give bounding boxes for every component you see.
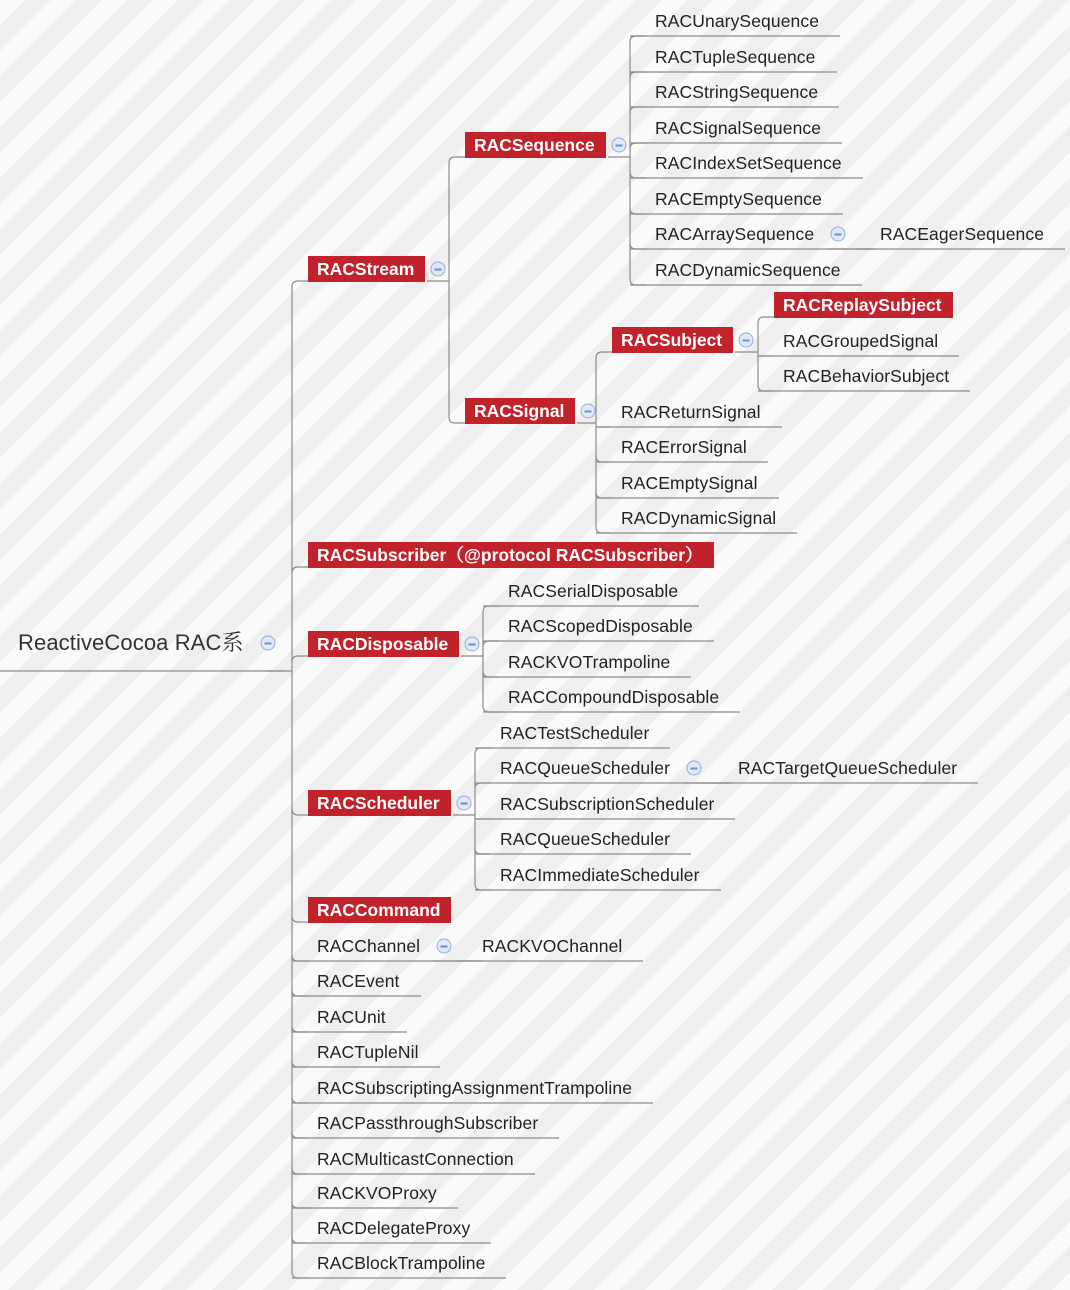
node-racmulticastconnection[interactable] <box>308 1146 525 1172</box>
branch-raccommand <box>292 916 308 922</box>
branch-ractestscheduler <box>475 748 491 754</box>
collapse-toggle-icon[interactable] <box>687 761 702 776</box>
node-racscheduler[interactable] <box>308 790 451 816</box>
node-racarraysequence[interactable] <box>646 221 825 247</box>
branch-racscheduler <box>292 809 308 815</box>
node-racpassthroughsubscriber[interactable] <box>308 1110 549 1136</box>
node-label: RACReplaySubject <box>783 295 942 315</box>
node-label: RACSubscriptionScheduler <box>500 794 715 814</box>
branch-racemptysequence <box>630 208 646 214</box>
node-label: ReactiveCocoa RAC系 <box>18 630 244 655</box>
node-label: RACSignal <box>474 401 565 421</box>
branch-racbehaviorsubject <box>758 385 774 391</box>
node-racstream[interactable] <box>308 256 425 282</box>
collapse-toggle-icon[interactable] <box>431 262 446 277</box>
node-label: RACQueueScheduler <box>500 829 670 849</box>
node-label: RACTestScheduler <box>500 723 650 743</box>
branch-racevent <box>292 990 308 996</box>
node-label: RACEagerSequence <box>880 224 1045 244</box>
node-racdynamicsequence[interactable] <box>646 257 852 283</box>
node-label: RACSignalSequence <box>655 118 822 138</box>
branch-racindexsetsequence <box>630 172 646 178</box>
node-label: RACImmediateScheduler <box>500 865 700 885</box>
node-label: RACUnarySequence <box>655 11 820 31</box>
node-racreplaysubject[interactable] <box>774 292 953 318</box>
branch-ractuplenil <box>292 1061 308 1067</box>
collapse-toggle-icon[interactable] <box>261 636 276 651</box>
node-ractestscheduler[interactable] <box>491 720 660 746</box>
node-racevent[interactable] <box>308 968 411 994</box>
node-racemptysignal[interactable] <box>612 470 769 496</box>
node-label: RACIndexSetSequence <box>655 153 842 173</box>
node-racdisposable[interactable] <box>308 631 459 657</box>
node-racbehaviorsubject[interactable] <box>774 363 960 389</box>
node-label: RACEmptySignal <box>621 473 758 493</box>
branch-racsignalsequence <box>630 143 646 149</box>
node-racsubscriptionscheduler[interactable] <box>491 791 725 817</box>
node-label: RACCompoundDisposable <box>508 687 720 707</box>
branch-racmulticastconnection <box>292 1168 308 1174</box>
node-root[interactable] <box>18 628 244 658</box>
branch-racqueuescheduler1 <box>475 783 491 789</box>
node-label: RACEmptySequence <box>655 189 822 209</box>
branch-racarraysequence <box>630 243 646 249</box>
node-label: RACEvent <box>317 971 400 991</box>
node-racserialdisposable[interactable] <box>499 578 689 604</box>
node-label: RACSubscriber（@protocol RACSubscriber） <box>317 545 703 565</box>
branch-racdynamicsequence <box>630 279 646 285</box>
node-racunarysequence[interactable] <box>646 8 830 34</box>
node-ractargetqueuescheduler[interactable] <box>729 755 968 781</box>
node-racscopeddisposable[interactable] <box>499 613 704 639</box>
node-label: RACDynamicSignal <box>621 508 777 528</box>
node-label: RACDelegateProxy <box>317 1218 471 1238</box>
node-label: RACScheduler <box>317 793 440 813</box>
node-racblocktrampoline[interactable] <box>308 1250 496 1276</box>
branch-racdynamicsignal <box>596 527 612 533</box>
branch-rackvoproxy <box>292 1202 308 1208</box>
node-label: RACUnit <box>317 1007 386 1027</box>
node-racqueuescheduler1[interactable] <box>491 755 681 781</box>
node-ractuplesequence[interactable] <box>646 44 827 70</box>
node-label: RACTupleSequence <box>655 47 816 67</box>
node-racindexsetsequence[interactable] <box>646 150 853 176</box>
node-raceagersequence[interactable] <box>871 221 1055 247</box>
branch-racunit <box>292 1026 308 1032</box>
collapse-toggle-icon[interactable] <box>457 796 472 811</box>
branch-racserialdisposable <box>483 606 499 612</box>
node-racchannel[interactable] <box>308 933 431 959</box>
node-racerrorsignal[interactable] <box>612 434 758 460</box>
node-label: RACChannel <box>317 936 421 956</box>
node-label: RACGroupedSignal <box>783 331 939 351</box>
node-racimmediatescheduler[interactable] <box>491 862 711 888</box>
branch-racblocktrampoline <box>292 1272 308 1278</box>
node-label: RACArraySequence <box>655 224 815 244</box>
node-racsubject[interactable] <box>612 327 733 353</box>
node-raccommand[interactable] <box>308 897 451 923</box>
node-label: RACBlockTrampoline <box>317 1253 486 1273</box>
node-racdynamicsignal[interactable] <box>612 505 787 531</box>
branch-racsubscriber <box>292 567 308 573</box>
node-label: RACSequence <box>474 135 595 155</box>
node-label: RACBehaviorSubject <box>783 366 950 386</box>
node-label: RACDisposable <box>317 634 449 654</box>
node-racdelegateproxy[interactable] <box>308 1215 481 1241</box>
node-label: RACStream <box>317 259 415 279</box>
branch-racstream <box>292 281 308 287</box>
branch-racqueuescheduler2 <box>475 848 491 854</box>
collapse-toggle-icon[interactable] <box>739 333 754 348</box>
branch-racerrorsignal <box>596 456 612 462</box>
node-ractuplenil[interactable] <box>308 1039 430 1065</box>
branch-ractuplesequence <box>630 72 646 78</box>
node-label: RACSerialDisposable <box>508 581 679 601</box>
node-rackvoproxy[interactable] <box>308 1180 448 1206</box>
node-label: RACTargetQueueScheduler <box>738 758 958 778</box>
branch-racemptysignal <box>596 492 612 498</box>
branch-racsequence <box>449 157 465 163</box>
branch-racsubscriptingassignmenttrampoline <box>292 1097 308 1103</box>
node-racreturnsignal[interactable] <box>612 399 772 425</box>
node-label: RACMulticastConnection <box>317 1149 514 1169</box>
branch-racimmediatescheduler <box>475 884 491 890</box>
node-label: RACErrorSignal <box>621 437 747 457</box>
branch-racscopeddisposable <box>483 641 499 647</box>
node-label: RACKVOChannel <box>482 936 623 956</box>
node-label: RACDynamicSequence <box>655 260 841 280</box>
branch-racstringsequence <box>630 107 646 113</box>
node-label: RACScopedDisposable <box>508 616 693 636</box>
node-racsequence[interactable] <box>465 132 606 158</box>
branch-raccompounddisposable <box>483 706 499 712</box>
branch-racreplaysubject <box>758 317 774 323</box>
branch-racsubject <box>596 352 612 358</box>
node-label: RACReturnSignal <box>621 402 761 422</box>
collapse-toggle-icon[interactable] <box>465 637 480 652</box>
node-label: RACTupleNil <box>317 1042 419 1062</box>
collapse-toggle-icon[interactable] <box>437 939 452 954</box>
branch-racpassthroughsubscriber <box>292 1132 308 1138</box>
node-racqueuescheduler2[interactable] <box>491 826 681 852</box>
node-label: RACKVOTrampoline <box>508 652 671 672</box>
node-racsubscriber[interactable] <box>308 542 714 568</box>
collapse-toggle-icon[interactable] <box>581 404 596 419</box>
node-racunit[interactable] <box>308 1004 397 1030</box>
node-racsignal[interactable] <box>465 398 575 424</box>
branch-rackvotrampoline <box>483 671 499 677</box>
branch-racdelegateproxy <box>292 1237 308 1243</box>
node-rackvotrampoline[interactable] <box>499 649 681 675</box>
node-label: RACStringSequence <box>655 82 819 102</box>
collapse-toggle-icon[interactable] <box>831 227 846 242</box>
branch-racunarysequence <box>630 36 646 42</box>
node-racgroupedsignal[interactable] <box>774 328 949 354</box>
node-label: RACSubscriptingAssignmentTrampoline <box>317 1078 633 1098</box>
node-racsignalsequence[interactable] <box>646 115 832 141</box>
branch-racdisposable <box>292 656 308 662</box>
node-racstringsequence[interactable] <box>646 79 829 105</box>
node-racsubscriptingassignmenttrampoline[interactable] <box>308 1075 643 1101</box>
node-label: RACPassthroughSubscriber <box>317 1113 539 1133</box>
node-label: RACSubject <box>621 330 723 350</box>
node-label: RACCommand <box>317 900 441 920</box>
collapse-toggle-icon[interactable] <box>612 138 627 153</box>
node-label: RACKVOProxy <box>317 1183 437 1203</box>
node-raccompounddisposable[interactable] <box>499 684 730 710</box>
branch-racchannel <box>292 955 308 961</box>
node-label: RACQueueScheduler <box>500 758 670 778</box>
branch-racsignal <box>449 417 465 423</box>
node-racemptysequence[interactable] <box>646 186 833 212</box>
node-rackvochannel[interactable] <box>473 933 633 959</box>
